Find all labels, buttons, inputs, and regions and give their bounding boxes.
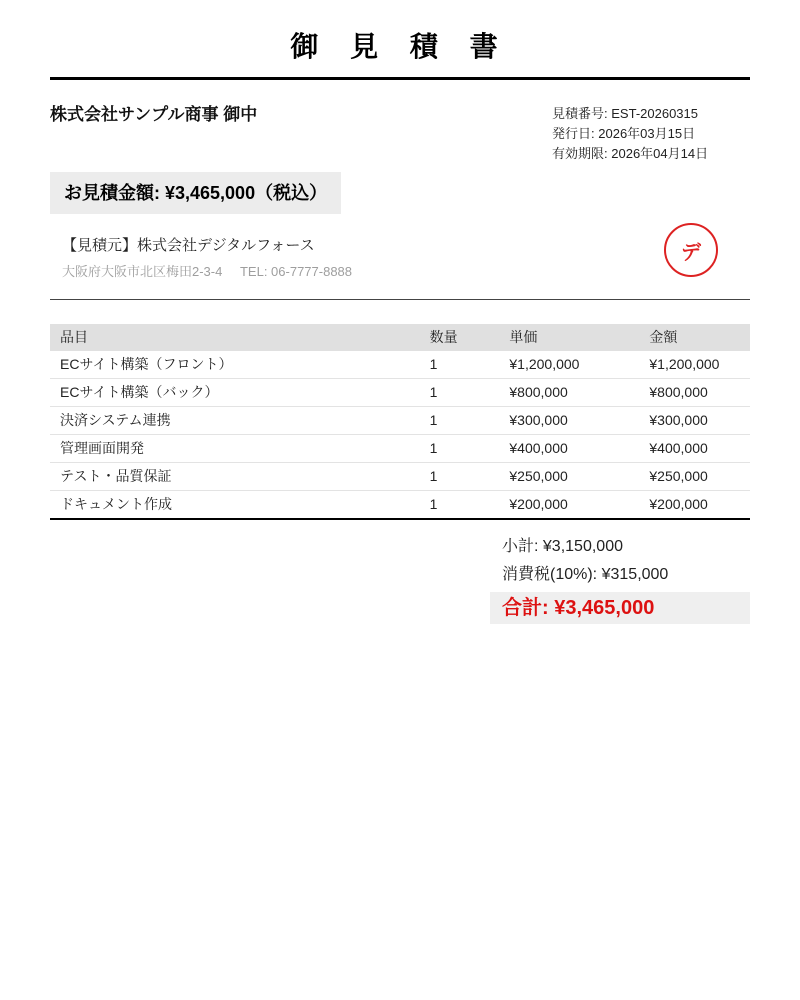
table-cell: ¥200,000 (509, 496, 568, 512)
issuer-tel: TEL: 06-7777-8888 (239, 264, 353, 279)
table-cell: 1 (420, 351, 500, 379)
subtotal-line (490, 536, 750, 558)
company-seal-icon: デ (664, 223, 718, 277)
issue-date-label: 発行日: (552, 126, 595, 141)
issuer-name: 【見積元】株式会社デジタルフォース (62, 237, 315, 254)
table-cell: 決済システム連携 (50, 407, 420, 435)
estimate-meta (552, 104, 750, 164)
grand-total-line (490, 592, 750, 624)
issue-date-line (552, 124, 750, 144)
estimate-number-line (552, 104, 750, 124)
header-row (50, 104, 750, 164)
customer-name: 株式会社サンプル商事 御中 (50, 105, 258, 124)
column-header: 金額 (639, 324, 750, 351)
table-cell: ¥800,000 (499, 379, 639, 407)
table-cell: 1 (420, 435, 500, 463)
tax-value: ¥315,000 (601, 566, 669, 583)
table-cell: ¥400,000 (499, 435, 639, 463)
table-cell: ECサイト構築（フロント） (50, 351, 420, 379)
table-cell: ¥300,000 (639, 407, 750, 435)
estimate-number-label: 見積番号: (552, 106, 608, 121)
grand-total-label: 合計: (502, 597, 549, 619)
table-cell: ドキュメント作成 (60, 496, 172, 512)
table-row (50, 435, 750, 463)
expiry-date-value: 2026年04月14日 (611, 146, 709, 161)
tax-line (490, 564, 750, 586)
table-cell: 1 (420, 463, 500, 491)
issuer-contact (62, 263, 750, 281)
totals-block (490, 536, 750, 624)
table-cell: ¥200,000 (649, 496, 708, 512)
table-cell: ¥300,000 (499, 407, 639, 435)
table-cell: ¥1,200,000 (639, 351, 750, 379)
table-cell: 管理画面開発 (50, 435, 420, 463)
table-cell: ¥250,000 (499, 463, 639, 491)
issuer-address: 大阪府大阪市北区梅田2-3-4 (62, 264, 223, 279)
table-header-row (50, 324, 750, 351)
column-header: 数量 (420, 324, 500, 351)
table-cell: ECサイト構築（バック） (50, 379, 420, 407)
expiry-date-label: 有効期限: (552, 146, 608, 161)
table-body (50, 351, 750, 519)
table-row (50, 491, 750, 520)
table-cell: ¥250,000 (639, 463, 750, 491)
document-title: 御 見 積 書 (50, 0, 750, 80)
grand-total-value: ¥3,465,000 (554, 597, 655, 619)
table-row (50, 463, 750, 491)
estimate-amount-highlight: お見積金額: ¥3,465,000（税込） (50, 172, 341, 214)
table-row (50, 407, 750, 435)
column-header: 品目 (50, 324, 420, 351)
tax-label: 消費税(10%): (502, 566, 598, 583)
table-row (50, 379, 750, 407)
issue-date-value: 2026年03月15日 (598, 126, 696, 141)
table-cell: 1 (420, 407, 500, 435)
estimate-number-value: EST-20260315 (611, 106, 698, 121)
table-cell: 1 (420, 379, 500, 407)
table-cell: ¥400,000 (639, 435, 750, 463)
table-row (50, 351, 750, 379)
table-cell: ¥800,000 (639, 379, 750, 407)
subtotal-value: ¥3,150,000 (542, 538, 623, 555)
issuer-block (50, 236, 750, 281)
table-cell: 1 (429, 496, 438, 512)
table-cell: ¥1,200,000 (499, 351, 639, 379)
column-header: 単価 (499, 324, 639, 351)
table-cell: テスト・品質保証 (50, 463, 420, 491)
items-table (50, 324, 750, 520)
subtotal-label: 小計: (502, 538, 539, 555)
issuer-divider (50, 299, 750, 300)
expiry-date-line (552, 144, 750, 164)
